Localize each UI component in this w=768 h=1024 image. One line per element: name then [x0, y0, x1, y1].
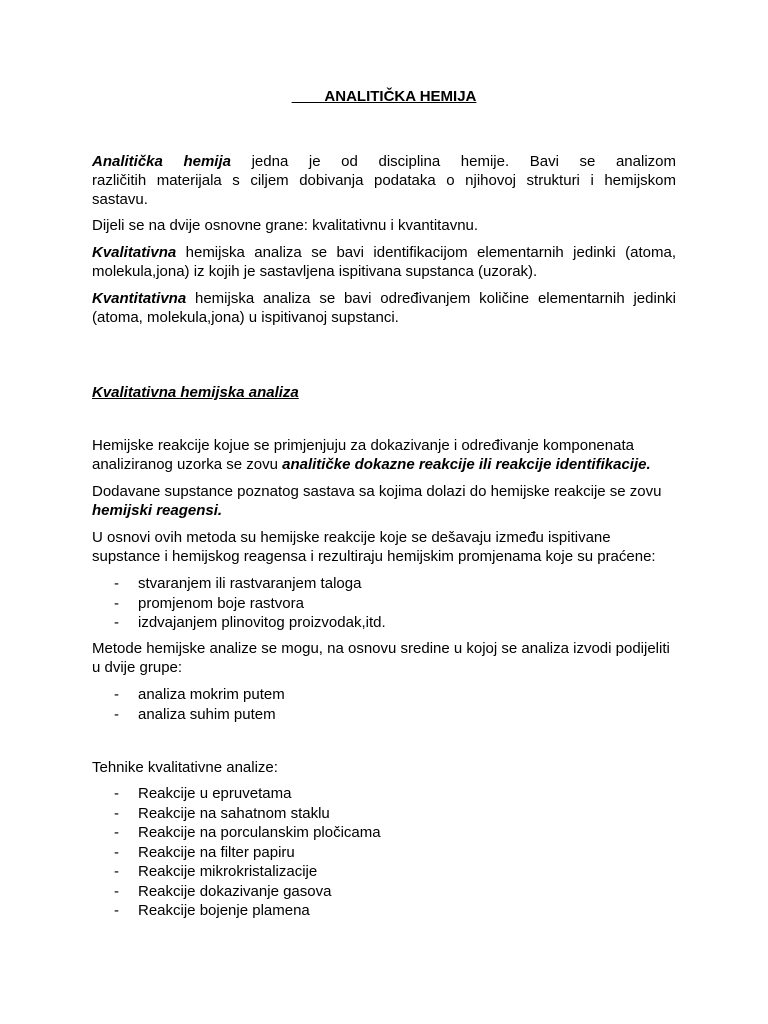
list-item: - Reakcije u epruvetama — [92, 784, 676, 804]
kvalitativna-paragraph — [92, 243, 676, 281]
list-item: - Reakcije mikrokristalizacije — [92, 862, 676, 882]
kvalitativna-text: hemijska analiza se bavi identifikacijom elementarnih jedinki (atoma, molekula,jona) iz kojih je sastavljena ispitivana supstanca (uzorak). — [92, 244, 676, 280]
reakcije-emph: analitičke dokazne reakcije ili reakcije identifikacije. — [282, 456, 651, 473]
list-item: - izdvajanjem plinovitog proizvodak,itd. — [92, 613, 676, 633]
list-item: - Reakcije bojenje plamena — [92, 901, 676, 921]
list-item: - Reakcije dokazivanje gasova — [92, 882, 676, 902]
intro-line-3: sastavu. — [92, 191, 148, 208]
list-item: - analiza mokrim putem — [92, 685, 676, 705]
tehnike-list — [92, 784, 676, 921]
document-title-text: ANALITIČKA HEMIJA — [324, 88, 477, 105]
intro-line-1-rest: jedna je od disciplina hemije. Bavi se analizom — [231, 153, 676, 170]
intro-paragraph — [92, 152, 676, 209]
kvantitativna-paragraph — [92, 289, 676, 327]
intro-line-1 — [92, 152, 676, 171]
reagensi-text: Dodavane supstance poznatog sastava sa kojima dolazi do hemijske reakcije se zovu — [92, 483, 662, 500]
intro-line-2: različitih materijala s ciljem dobivanja podataka o njihovoj strukturi i hemijskom — [92, 172, 676, 189]
tehnike-label: Tehnike kvalitativne analize: — [92, 759, 278, 776]
intro-term: Analitička hemija — [92, 153, 231, 170]
kvalitativna-term: Kvalitativna — [92, 244, 177, 261]
osnovi-paragraph: U osnovi ovih metoda su hemijske reakcije koje se dešavaju između ispitivane supstance i hemijskog reagensa i rezultiraju hemijskim promjenama koje su praćene: — [92, 529, 656, 565]
list-item: - stvaranjem ili rastvaranjem taloga — [92, 574, 676, 594]
promjene-list — [92, 574, 676, 633]
kvantitativna-term: Kvantitativna — [92, 290, 187, 307]
reagensi-emph: hemijski reagensi. — [92, 502, 223, 519]
kvantitativna-text: hemijska analiza se bavi određivanjem količine elementarnih jedinki (atoma, molekula,jona) u ispitivanoj supstanci. — [92, 290, 676, 326]
reakcije-text: Hemijske reakcije kojue se primjenjuju za dokazivanje i određivanje komponenata analiziranog uzorka se zovu — [92, 437, 634, 473]
metode-paragraph: Metode hemijske analize se mogu, na osnovu sredine u kojoj se analiza izvodi podijeliti u dvije grupe: — [92, 640, 670, 676]
grupe-list — [92, 685, 676, 724]
document-title — [0, 87, 768, 106]
list-item: - analiza suhim putem — [92, 705, 676, 725]
list-item: - Reakcije na sahatnom staklu — [92, 804, 676, 824]
section-heading: Kvalitativna hemijska analiza — [92, 384, 299, 401]
list-item: - Reakcije na filter papiru — [92, 843, 676, 863]
reakcije-paragraph — [92, 436, 676, 474]
reagensi-paragraph — [92, 482, 676, 520]
list-item: - Reakcije na porculanskim pločicama — [92, 823, 676, 843]
grane-paragraph: Dijeli se na dvije osnovne grane: kvalitativnu i kvantitavnu. — [92, 217, 479, 234]
list-item: - promjenom boje rastvora — [92, 594, 676, 614]
